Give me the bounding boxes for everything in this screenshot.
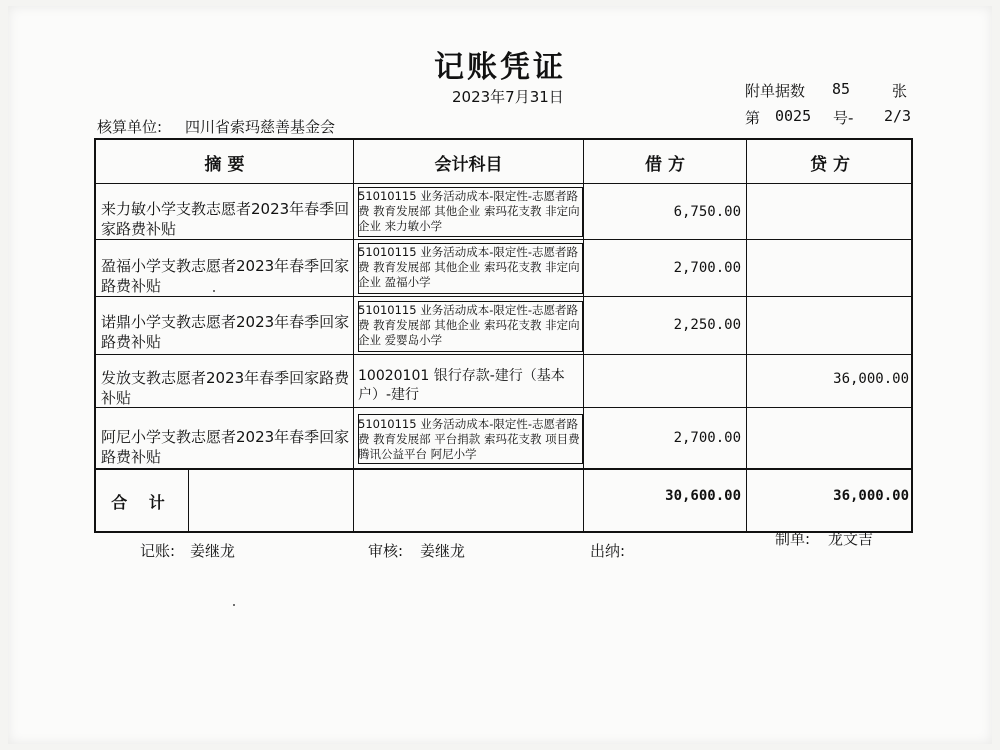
unit-value: 四川省索玛慈善基金会 <box>185 118 336 136</box>
row-debit: 2,700.00 <box>673 430 741 446</box>
page-number: 2/3 <box>884 107 912 125</box>
row-subject: 51010115 业务活动成本-限定性-志愿者路费 教育发展部 其他企业 索玛花支教 非定向 企业 爱婴岛小学 <box>358 303 580 347</box>
unit-label: 核算单位: <box>97 118 163 136</box>
voucher-title: 记账凭证 <box>434 50 566 85</box>
voucher-table <box>94 138 913 533</box>
row-subject: 51010115 业务活动成本-限定性-志愿者路费 教育发展部 其他企业 索玛花支教 非定向 企业 盈福小学 <box>358 245 580 289</box>
scan-speck <box>233 604 235 606</box>
voucher-number-prefix: 第 <box>745 109 761 127</box>
column-header-summary: 摘 要 <box>204 154 245 175</box>
row-summary: 来力敏小学支教志愿者2023年春季回家路费补贴 <box>101 200 350 238</box>
table-row <box>96 297 911 355</box>
attachment-label: 附单据数 <box>745 82 806 100</box>
column-header-debit: 借 方 <box>645 154 685 175</box>
table-row <box>96 184 911 240</box>
total-divider <box>188 470 189 531</box>
preparer-name: 龙文吉 <box>828 530 874 548</box>
cashier-label: 出纳: <box>590 542 626 560</box>
row-debit: 2,250.00 <box>673 317 741 333</box>
table-row <box>96 355 911 408</box>
total-debit: 30,600.00 <box>665 488 741 504</box>
row-summary: 诺鼎小学支教志愿者2023年春季回家路费补贴 <box>101 313 350 351</box>
row-subject: 51010115 业务活动成本-限定性-志愿者路费 教育发展部 平台捐款 索玛花支教 项目费 腾讯公益平台 阿尼小学 <box>358 417 580 461</box>
total-label: 合 计 <box>111 493 173 512</box>
bookkeeper-name: 姜继龙 <box>190 542 236 560</box>
total-credit: 36,000.00 <box>833 488 909 504</box>
column-header-credit: 贷 方 <box>810 154 850 175</box>
table-row <box>96 408 911 470</box>
row-subject: 10020101 银行存款-建行（基本户）-建行 <box>358 368 565 403</box>
row-summary: 盈福小学支教志愿者2023年春季回家路费补贴 <box>101 257 350 295</box>
scan-speck <box>213 290 215 292</box>
row-debit: 6,750.00 <box>673 204 741 220</box>
row-summary: 阿尼小学支教志愿者2023年春季回家路费补贴 <box>101 428 350 466</box>
attachment-count: 85 <box>832 80 851 98</box>
row-debit: 2,700.00 <box>673 260 741 276</box>
preparer-label: 制单: <box>775 530 811 548</box>
table-row <box>96 240 911 297</box>
row-subject: 51010115 业务活动成本-限定性-志愿者路费 教育发展部 其他企业 索玛花支教 非定向 企业 来力敏小学 <box>358 189 580 233</box>
attachment-unit: 张 <box>892 82 908 100</box>
bookkeeper-label: 记账: <box>140 542 176 560</box>
voucher-date: 2023年7月31日 <box>452 88 564 106</box>
auditor-label: 审核: <box>368 542 404 560</box>
row-credit: 36,000.00 <box>833 371 909 387</box>
row-summary: 发放支教志愿者2023年春季回家路费补贴 <box>101 369 350 407</box>
total-row <box>96 470 911 531</box>
voucher-number-suffix: 号- <box>833 109 854 127</box>
voucher-number: 0025 <box>775 107 812 125</box>
table-header-row <box>96 140 911 184</box>
column-header-subject: 会计科目 <box>434 154 503 175</box>
auditor-name: 姜继龙 <box>420 542 466 560</box>
